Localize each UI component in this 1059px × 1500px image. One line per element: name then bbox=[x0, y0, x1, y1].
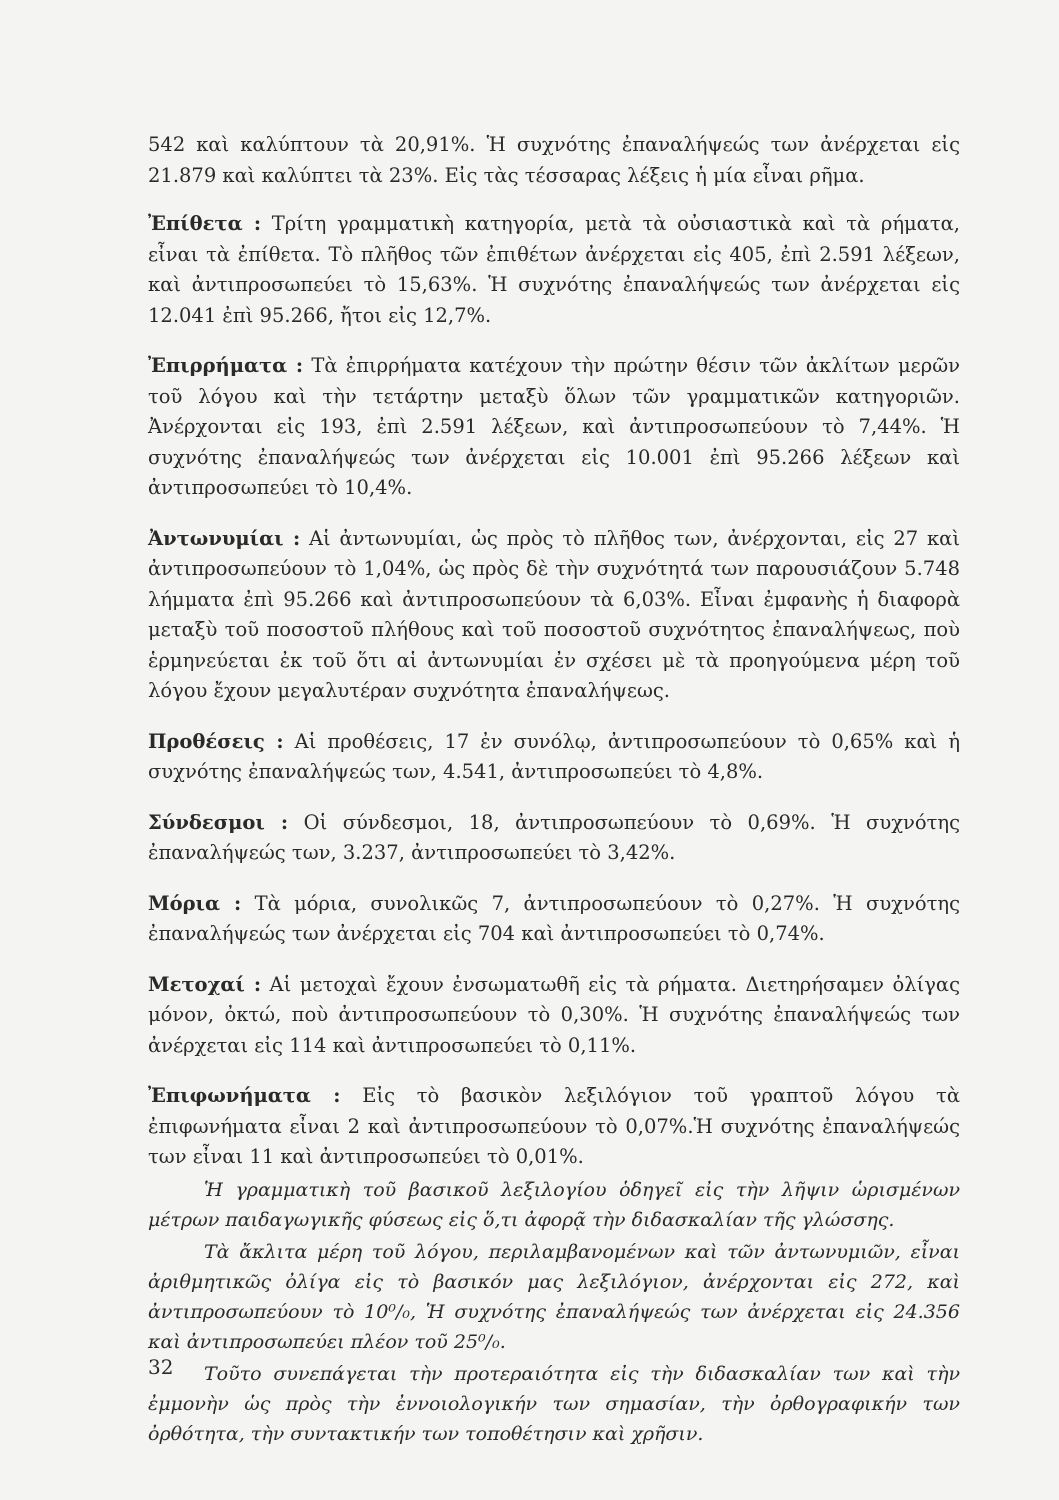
paragraph-text: Αἱ ἀντωνυμίαι, ὡς πρὸς τὸ πλῆθος των, ἀνέρχονται, εἰς 27 καὶ ἀντιπροσωπεύουν τὸ 1,04%, ὡς πρὸς δὲ τὴν συχνότητά των παρουσιάζουν 5.748 λήμματα ἐπὶ 95.266 καὶ ἀντιπροσωπεύουν τὰ 6,03%. Εἶναι ἐμφανὴς ἡ διαφορὰ μεταξὺ τοῦ ποσοστοῦ πλήθους καὶ τοῦ ποσοστοῦ συχνότητος ἐπαναλήψεως, ποὺ ἑρμηνεύεται ἐκ τοῦ ὅτι αἱ ἀντωνυμίαι ἐν σχέσει μὲ τὰ προηγούμενα μέρη τοῦ λόγου ἔχουν μεγαλυτέραν συχνότητα ἐπαναλήψεως. bbox=[148, 526, 960, 702]
section-label: Μετοχαί : bbox=[148, 972, 262, 996]
italic-paragraph-3: Τοῦτο συνεπάγεται τὴν προτεραιότητα εἰς τὴν διδασκαλίαν των καὶ τὴν ἐμμονὴν ὡς πρὸς τὴν ἐννοιολογικήν των σημασίαν, τὴν ὀρθογραφικήν των ὀρθότητα, τὴν συντακτικήν των τοποθέτησιν καὶ χρῆσιν. bbox=[148, 1362, 960, 1445]
paragraph-adjectives bbox=[148, 209, 960, 331]
page-body bbox=[148, 130, 960, 1449]
paragraph-pronouns bbox=[148, 524, 960, 707]
section-label: Ἐπιφωνήματα : bbox=[148, 1084, 341, 1107]
paragraph-text: Τὰ ἐπιρρήματα κατέχουν τὴν πρώτην θέσιν τῶν ἀκλίτων μερῶν τοῦ λόγου καὶ τὴν τετάρτην μεταξὺ ὅλων τῶν γραμματικῶν κατηγοριῶν. Ἀνέρχονται εἰς 193, ἐπὶ 2.591 λέξεων, καὶ ἀντιπροσωπεύουν τὸ 7,44%. Ἡ συχνότης ἐπαναλήψεώς των ἀνέρχεται εἰς 10.001 ἐπὶ 95.266 λέξεων καὶ ἀντιπροσωπεύει τὸ 10,4%. bbox=[148, 354, 960, 499]
paragraph-prepositions bbox=[148, 727, 960, 788]
section-label: Μόρια : bbox=[148, 891, 242, 915]
paragraph-participles bbox=[148, 970, 960, 1062]
page-number: 32 bbox=[148, 1355, 174, 1379]
paragraph-text: Οἱ σύνδεσμοι, 18, ἀντιπροσωπεύουν τὸ 0,69%. Ἡ συχνότης ἐπαναλήψεώς των, 3.237, ἀντιπροσωπεύει τὸ 3,42%. bbox=[148, 810, 960, 864]
paragraph-text: Αἱ προθέσεις, 17 ἐν συνόλῳ, ἀντιπροσωπεύουν τὸ 0,65% καὶ ἡ συχνότης ἐπαναλήψεώς των, 4.541, ἀντιπροσωπεύει τὸ 4,8%. bbox=[148, 729, 961, 783]
section-label: Σύνδεσμοι : bbox=[148, 810, 289, 834]
paragraph-intro bbox=[148, 130, 960, 191]
paragraph-text: Αἱ μετοχαὶ ἔχουν ἐνσωματωθῆ εἰς τὰ ρήματα. Διετηρήσαμεν ὀλίγας μόνον, ὀκτώ, ποὺ ἀντιπροσωπεύουν τὸ 0,30%. Ἡ συχνότης ἐπαναλήψεώς των ἀνέρχεται εἰς 114 καὶ ἀντιπροσωπεύει τὸ 0,11%. bbox=[148, 972, 960, 1057]
paragraph-conjunctions bbox=[148, 808, 960, 869]
paragraph-text: Τρίτη γραμματικὴ κατηγορία, μετὰ τὰ οὐσιαστικὰ καὶ τὰ ρήματα, εἶναι τὰ ἐπίθετα. Τὸ πλῆθος τῶν ἐπιθέτων ἀνέρχεται εἰς 405, ἐπὶ 2.591 λέξεων, καὶ ἀντιπροσωπεύει τὸ 15,63%. Ἡ συχνότης ἐπαναλήψεώς των ἀνέρχεται εἰς 12.041 ἐπὶ 95.266, ἤτοι εἰς 12,7%. bbox=[148, 212, 960, 327]
section-label: Προθέσεις : bbox=[148, 729, 284, 753]
section-label: Ἀντωνυμίαι : bbox=[148, 526, 301, 550]
italic-paragraph-2: Τὰ ἄκλιτα μέρη τοῦ λόγου, περιλαμβανομένων καὶ τῶν ἀντωνυμιῶν, εἶναι ἀριθμητικῶς ὀλίγα εἰς τὸ βασικόν μας λεξιλόγιον, ἀνέρχονται εἰς 272, καὶ ἀντιπροσωπεύουν τὸ 10⁰/₀, Ἡ συχνότης ἐπαναλήψεώς των ἀνέρχεται εἰς 24.356 καὶ ἀντιπροσωπεύει πλέον τοῦ 25⁰/₀. bbox=[148, 1240, 960, 1353]
paragraph-text: Εἰς τὸ βασικὸν λεξιλόγιον τοῦ γραπτοῦ λόγου τὰ ἐπιφωνήματα εἶναι 2 καὶ ἀντιπροσωπεύουν τὸ 0,07%.Ἡ συχνότης ἐπαναλήψεώς των εἶναι 11 καὶ ἀντιπροσωπεύει τὸ 0,01%. bbox=[148, 1084, 960, 1168]
italic-paragraph-1: Ἡ γραμματικὴ τοῦ βασικοῦ λεξιλογίου ὁδηγεῖ εἰς τὴν λῆψιν ὡρισμένων μέτρων παιδαγωγικῆς φύσεως εἰς ὅ,τι ἀφορᾷ τὴν διδασκαλίαν τῆς γλώσσης. bbox=[148, 1178, 960, 1231]
section-label: Ἐπιρρήματα : bbox=[148, 354, 304, 377]
paragraph-text: Τὰ μόρια, συνολικῶς 7, ἀντιπροσωπεύουν τὸ 0,27%. Ἡ συχνότης ἐπαναλήψεώς των ἀνέρχεται εἰς 704 καὶ ἀντιπροσωπεύει τὸ 0,74%. bbox=[148, 891, 960, 945]
section-label: Ἐπίθετα : bbox=[148, 212, 262, 235]
paragraph-text: 542 καὶ καλύπτουν τὰ 20,91%. Ἡ συχνότης ἐπαναλήψεώς των ἀνέρχεται εἰς 21.879 καὶ καλύπτει τὰ 23%. Εἰς τὰς τέσσαρας λέξεις ἡ μία εἶναι ρῆμα. bbox=[148, 133, 960, 187]
paragraph-particles bbox=[148, 889, 960, 950]
paragraph-interjections bbox=[148, 1081, 960, 1173]
paragraph-adverbs bbox=[148, 351, 960, 504]
